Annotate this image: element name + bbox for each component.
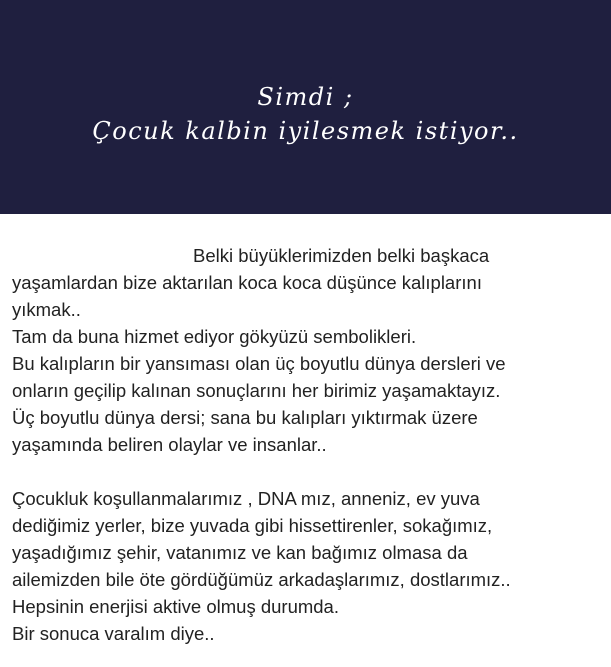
text-line: ailemizden bile öte gördüğümüz arkadaşlarımız, dostlarımız..	[12, 569, 511, 590]
banner-title-line-1: Simdi ;	[257, 83, 354, 111]
banner-title-line-2: Çocuk kalbin iyilesmek istiyor..	[92, 117, 519, 145]
text-line: Bu kalıpların bir yansıması olan üç boyutlu dünya dersleri ve	[12, 353, 506, 374]
text-line: Tam da buna hizmet ediyor gökyüzü sembolikleri.	[12, 326, 417, 347]
text-line: yıkmak..	[12, 299, 81, 320]
text-line: Bir sonuca varalım diye..	[12, 623, 215, 644]
text-line: yaşamında beliren olaylar ve insanlar..	[12, 434, 327, 455]
text-line: dediğimiz yerler, bize yuvada gibi hissettirenler, sokağımız,	[12, 515, 493, 536]
header-banner	[0, 0, 611, 214]
text-line: onların geçilip kalınan sonuçlarını her birimiz yaşamaktayız.	[12, 380, 501, 401]
text-line: Üç boyutlu dünya dersi; sana bu kalıpları yıktırmak üzere	[12, 407, 478, 428]
body-text	[12, 242, 607, 647]
text-line: Belki büyüklerimizden belki başkaca	[193, 245, 490, 266]
text-line: Hepsinin enerjisi aktive olmuş durumda.	[12, 596, 339, 617]
text-line: Çocukluk koşullanmalarımız , DNA mız, anneniz, ev yuva	[12, 488, 480, 509]
text-line: yaşamlardan bize aktarılan koca koca düşünce kalıplarını	[12, 272, 482, 293]
text-line: yaşadığımız şehir, vatanımız ve kan bağımız olmasa da	[12, 542, 468, 563]
paragraph-spacer	[12, 458, 607, 485]
